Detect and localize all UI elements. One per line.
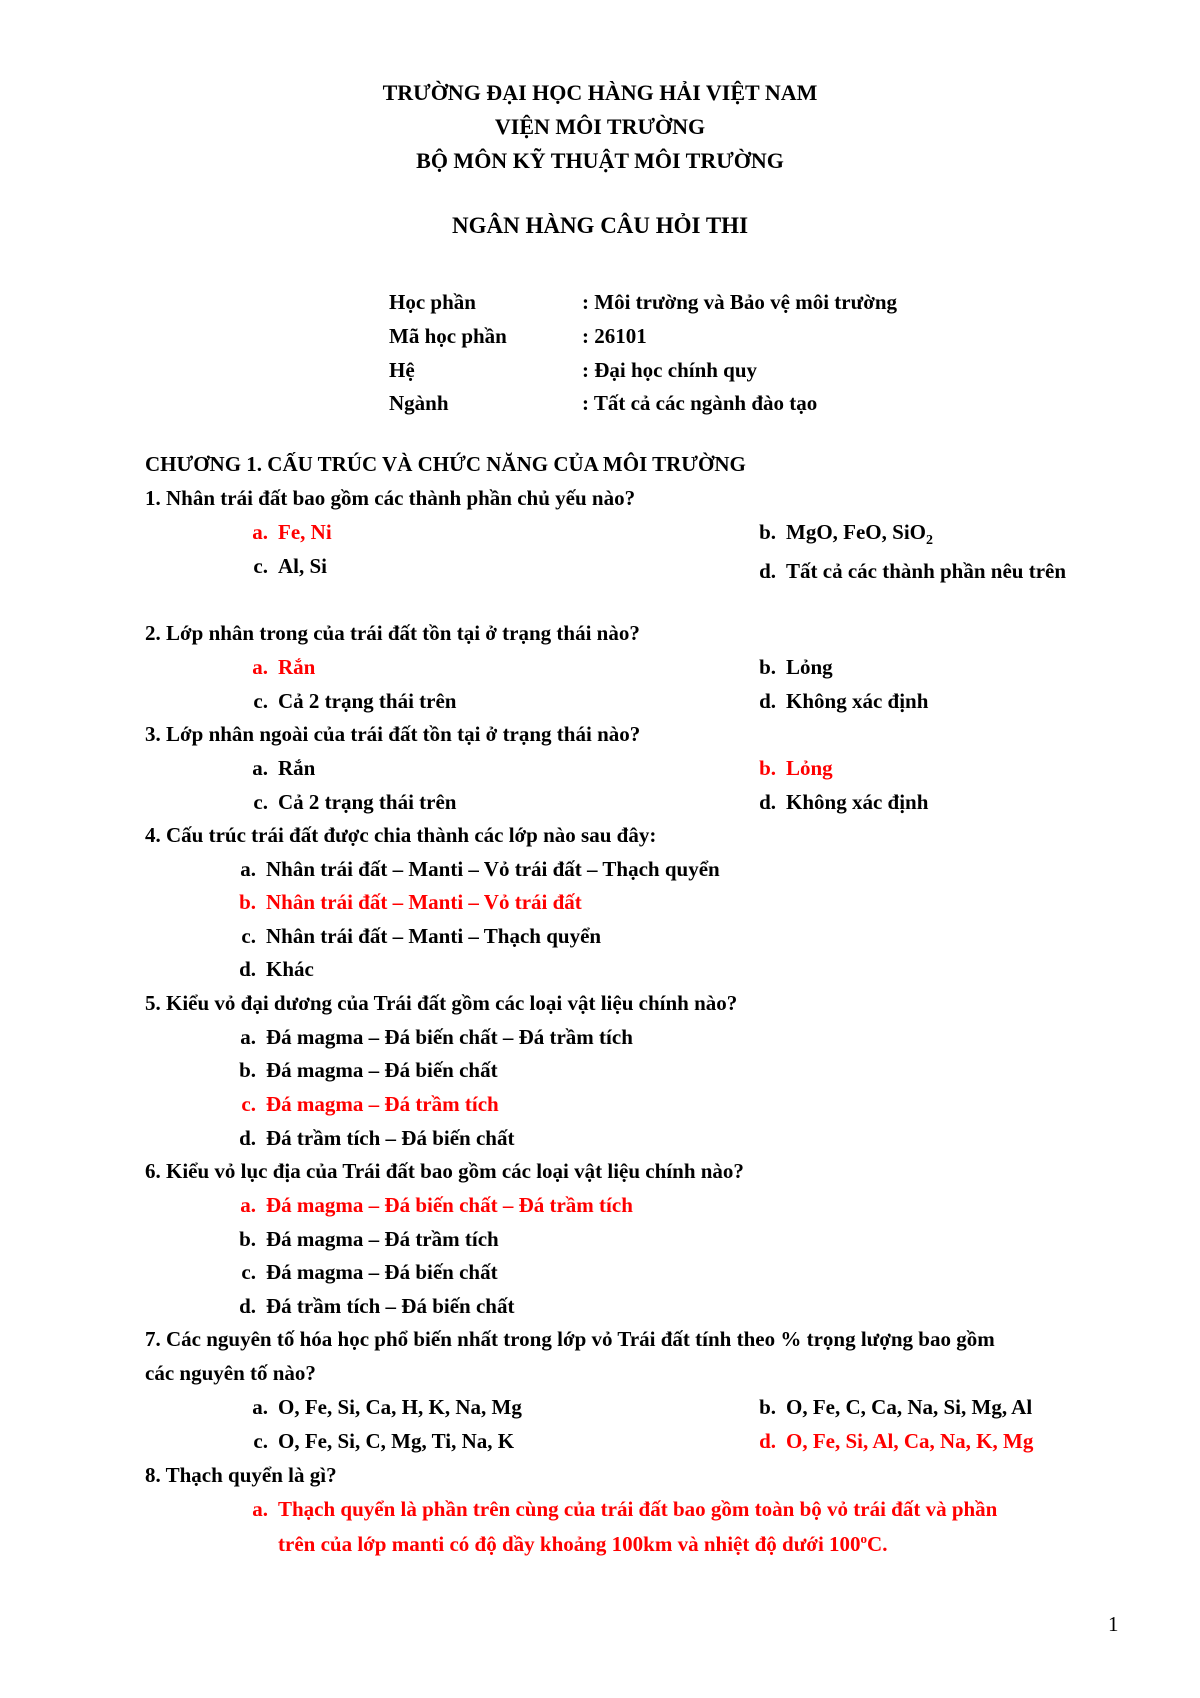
option-label: d. [759, 559, 776, 583]
option-4c [220, 924, 601, 949]
option-5b [220, 1058, 498, 1083]
option-label: c. [253, 554, 268, 578]
option-text: Nhân trái đất – Manti – Vỏ trái đất – Thạch quyển [266, 857, 720, 881]
option-label: b. [759, 520, 776, 544]
info-value: : Môi trường và Bảo vệ môi trường [582, 290, 897, 314]
option-5a [220, 1025, 633, 1050]
option-text: Không xác định [786, 790, 929, 814]
option-text: Khác [266, 957, 314, 981]
option-text: O, Fe, Si, C, Mg, Ti, Na, K [278, 1429, 515, 1453]
question-1: 1. Nhân trái đất bao gồm các thành phần chủ yếu nào? [145, 486, 636, 510]
option-1d [740, 554, 1070, 588]
question-6: 6. Kiểu vỏ lục địa của Trái đất bao gồm các loại vật liệu chính nào? [145, 1159, 744, 1183]
option-text: Đá magma – Đá biến chất [266, 1260, 498, 1284]
option-6a [220, 1193, 633, 1218]
option-text: Đá trầm tích – Đá biến chất [266, 1294, 515, 1318]
option-text: Lỏng [786, 655, 833, 679]
option-text: Đá magma – Đá trầm tích [266, 1227, 499, 1251]
option-label: b. [239, 1058, 256, 1082]
option-6b [220, 1227, 499, 1252]
question-4: 4. Cấu trúc trái đất được chia thành các lớp nào sau đây: [145, 823, 657, 847]
option-text: trên của lớp manti có độ dầy khoảng 100km và nhiệt độ dưới 100 [278, 1532, 861, 1556]
option-label: a. [252, 1395, 268, 1419]
option-label: b. [239, 890, 256, 914]
option-label: c. [241, 1092, 256, 1116]
option-1b [740, 520, 933, 549]
option-label: a. [240, 1025, 256, 1049]
question-8: 8. Thạch quyển là gì? [145, 1463, 337, 1487]
option-label: c. [253, 1429, 268, 1453]
option-2c [232, 689, 456, 714]
option-2a [232, 655, 315, 680]
option-text: C. [867, 1532, 888, 1556]
question-5: 5. Kiểu vỏ đại dương của Trái đất gồm các loại vật liệu chính nào? [145, 991, 738, 1015]
option-text: Cả 2 trạng thái trên [278, 689, 457, 713]
option-8a [232, 1497, 997, 1522]
option-4a [220, 857, 720, 882]
option-label: d. [759, 1429, 776, 1453]
option-text: Al, Si [278, 554, 328, 578]
option-text: O, Fe, Si, Ca, H, K, Na, Mg [278, 1395, 522, 1419]
option-label: b. [759, 655, 776, 679]
question-3: 3. Lớp nhân ngoài của trái đất tồn tại ở trạng thái nào? [145, 722, 641, 746]
info-value: : Đại học chính quy [582, 358, 758, 382]
option-label: b. [759, 1395, 776, 1419]
option-label: d. [239, 957, 256, 981]
question-7: 7. Các nguyên tố hóa học phổ biến nhất trong lớp vỏ Trái đất tính theo % trọng lượng bao gồm [145, 1327, 995, 1351]
department-name: BỘ MÔN KỸ THUẬT MÔI TRƯỜNG [416, 148, 784, 173]
option-label: a. [240, 857, 256, 881]
info-label: Hệ [389, 358, 415, 382]
option-text: Rắn [278, 655, 316, 679]
option-text: Đá magma – Đá biến chất – Đá trầm tích [266, 1193, 633, 1217]
option-1a [232, 520, 332, 545]
option-2b [740, 655, 833, 680]
option-text: MgO, FeO, SiO [786, 520, 926, 544]
option-text: O, Fe, Si, Al, Ca, Na, K, Mg [786, 1429, 1034, 1453]
option-text: O, Fe, C, Ca, Na, Si, Mg, Al [786, 1395, 1033, 1419]
superscript: o [860, 1531, 868, 1546]
option-label: d. [759, 689, 776, 713]
option-3c [232, 790, 456, 815]
info-label: Ngành [389, 391, 449, 415]
option-3a [232, 756, 315, 781]
option-label: d. [239, 1126, 256, 1150]
chapter-heading: CHƯƠNG 1. CẤU TRÚC VÀ CHỨC NĂNG CỦA MÔI TRƯỜNG [145, 452, 746, 476]
option-4d [220, 957, 314, 982]
institute-name: VIỆN MÔI TRƯỜNG [494, 114, 706, 139]
option-label: c. [253, 790, 268, 814]
option-text: Lỏng [786, 756, 833, 780]
info-value: : Tất cả các ngành đào tạo [582, 391, 818, 415]
option-text: Đá magma – Đá biến chất [266, 1058, 498, 1082]
option-text: Đá trầm tích – Đá biến chất [266, 1126, 515, 1150]
option-label: d. [759, 790, 776, 814]
option-7d [740, 1429, 1033, 1454]
option-3d [740, 790, 928, 815]
option-text: Không xác định [786, 689, 929, 713]
option-label: c. [241, 924, 256, 948]
option-label: a. [252, 756, 268, 780]
question-2: 2. Lớp nhân trong của trái đất tồn tại ở trạng thái nào? [145, 621, 640, 645]
option-7c [232, 1429, 514, 1454]
option-label: c. [241, 1260, 256, 1284]
option-label: b. [759, 756, 776, 780]
option-label: a. [252, 520, 268, 544]
option-text: Nhân trái đất – Manti – Vỏ trái đất [266, 890, 582, 914]
option-label: a. [252, 1497, 268, 1521]
page-number: 1 [1108, 1612, 1119, 1636]
option-3b [740, 756, 833, 781]
option-7a [232, 1395, 522, 1420]
option-text: Cả 2 trạng thái trên [278, 790, 457, 814]
option-text: Nhân trái đất – Manti – Thạch quyển [266, 924, 602, 948]
option-6c [220, 1260, 498, 1285]
option-text: Rắn [278, 756, 316, 780]
option-label: a. [240, 1193, 256, 1217]
option-label: a. [252, 655, 268, 679]
option-label: b. [239, 1227, 256, 1251]
info-label: Học phần [389, 290, 476, 314]
option-7b [740, 1395, 1032, 1420]
info-label: Mã học phần [389, 324, 507, 348]
option-4b [220, 890, 582, 915]
option-8a-cont [278, 1531, 887, 1557]
option-1c [232, 554, 327, 579]
info-value: : 26101 [582, 324, 647, 348]
option-text: Fe, Ni [278, 520, 332, 544]
page-title: NGÂN HÀNG CÂU HỎI THI [451, 213, 749, 238]
option-5d [220, 1126, 514, 1151]
option-text: Đá magma – Đá trầm tích [266, 1092, 499, 1116]
option-text: Tất cả các thành phần nêu trên [786, 559, 1067, 583]
option-2d [740, 689, 928, 714]
question-7-cont: các nguyên tố nào? [145, 1361, 316, 1385]
option-5c [220, 1092, 499, 1117]
school-name: TRƯỜNG ĐẠI HỌC HÀNG HẢI VIỆT NAM [382, 80, 818, 105]
option-text: Thạch quyển là phần trên cùng của trái đất bao gồm toàn bộ vỏ trái đất và phần [278, 1497, 998, 1521]
option-text: Đá magma – Đá biến chất – Đá trầm tích [266, 1025, 633, 1049]
option-label: d. [239, 1294, 256, 1318]
option-label: c. [253, 689, 268, 713]
subscript: 2 [926, 533, 933, 549]
option-6d [220, 1294, 514, 1319]
